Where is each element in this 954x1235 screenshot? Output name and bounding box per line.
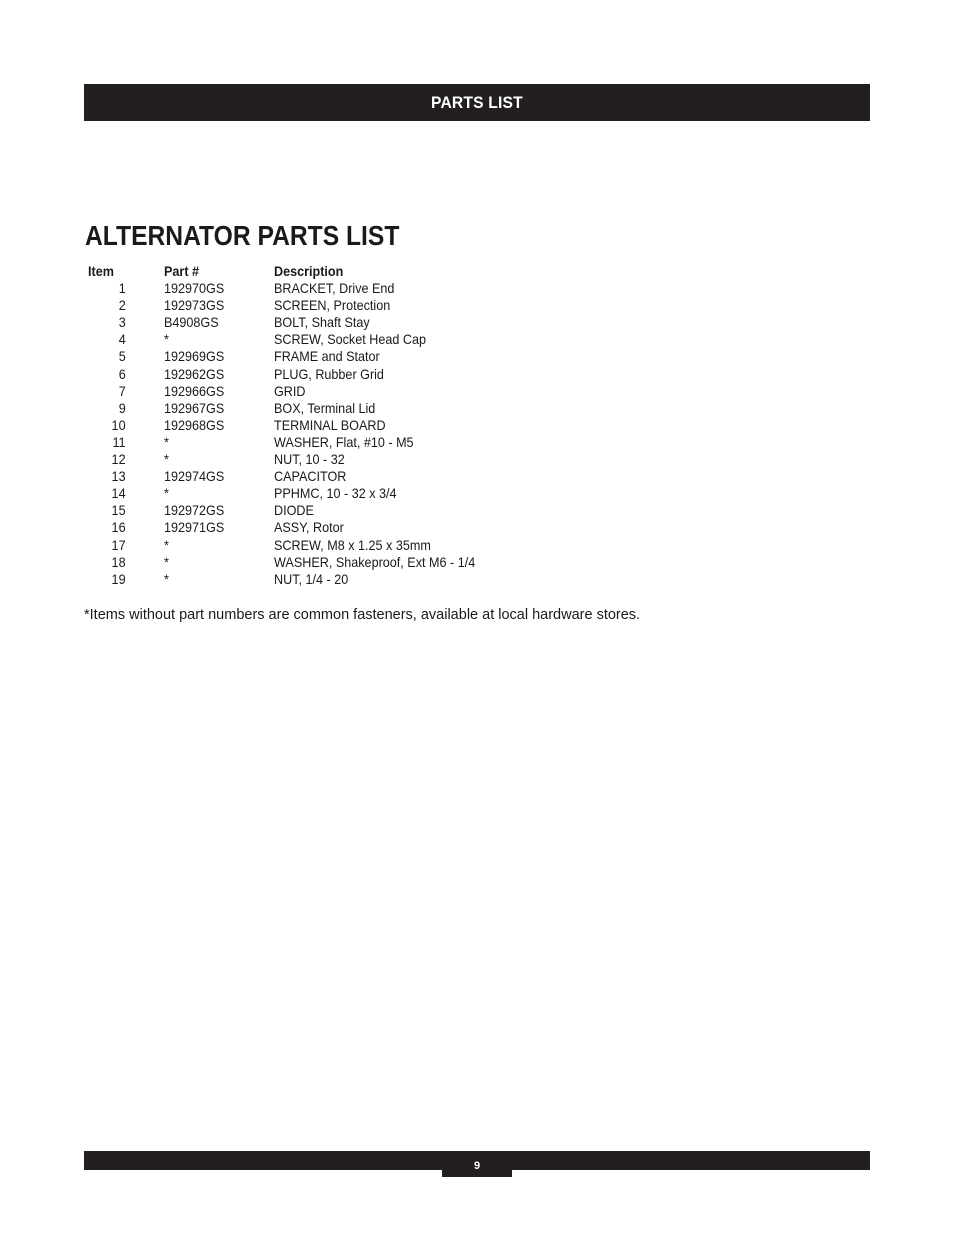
column-header-item: Item: [88, 263, 114, 279]
table-row: [88, 554, 498, 571]
item-number: 15: [111, 502, 126, 519]
part-number: 192968GS: [164, 416, 225, 433]
part-description: SCREW, M8 x 1.25 x 35mm: [274, 536, 431, 553]
part-description: BRACKET, Drive End: [274, 280, 395, 297]
item-number: 13: [111, 468, 126, 485]
item-number: 10: [111, 416, 126, 433]
part-number: *: [164, 451, 169, 468]
part-number: *: [164, 536, 169, 553]
parts-table-body: [88, 280, 498, 588]
table-row: [88, 331, 498, 348]
item-number: 16: [111, 519, 126, 536]
table-row: [88, 314, 498, 331]
item-number: 18: [111, 553, 126, 570]
part-number: *: [164, 485, 169, 502]
table-row: [88, 297, 498, 314]
part-description: WASHER, Shakeproof, Ext M6 - 1/4: [274, 553, 476, 570]
page-number: 9: [473, 1159, 481, 1172]
table-header-row: [88, 263, 498, 280]
part-number: 192971GS: [164, 519, 225, 536]
part-number: 192966GS: [164, 382, 225, 399]
section-header-bar: [84, 84, 870, 121]
table-row: [88, 280, 498, 297]
part-number: B4908GS: [164, 314, 219, 331]
table-row: [88, 383, 498, 400]
table-row: [88, 485, 498, 502]
part-description: NUT, 10 - 32: [274, 451, 345, 468]
part-number: *: [164, 553, 169, 570]
part-description: DIODE: [274, 502, 314, 519]
table-row: [88, 537, 498, 554]
item-number: 3: [118, 314, 126, 331]
part-description: CAPACITOR: [274, 468, 347, 485]
table-row: [88, 400, 498, 417]
part-number: 192969GS: [164, 348, 225, 365]
page-title: ALTERNATOR PARTS LIST: [85, 220, 400, 251]
part-description: PLUG, Rubber Grid: [274, 365, 384, 382]
part-number: *: [164, 570, 169, 587]
part-number: 192972GS: [164, 502, 225, 519]
part-number: 192974GS: [164, 468, 225, 485]
page-number-tab: [442, 1151, 512, 1177]
item-number: 7: [118, 382, 126, 399]
column-header-description: Description: [274, 263, 344, 279]
part-description: BOLT, Shaft Stay: [274, 314, 370, 331]
part-number: *: [164, 433, 169, 450]
item-number: 9: [118, 399, 126, 416]
table-row: [88, 348, 498, 365]
table-row: [88, 571, 498, 588]
part-description: SCREW, Socket Head Cap: [274, 331, 426, 348]
parts-table: [88, 263, 498, 588]
part-description: PPHMC, 10 - 32 x 3/4: [274, 485, 397, 502]
part-description: TERMINAL BOARD: [274, 416, 386, 433]
section-title: PARTS LIST: [431, 92, 523, 112]
part-number: 192970GS: [164, 280, 225, 297]
part-description: NUT, 1/4 - 20: [274, 570, 349, 587]
part-description: FRAME and Stator: [274, 348, 380, 365]
item-number: 14: [111, 485, 126, 502]
item-number: 1: [118, 280, 126, 297]
part-description: WASHER, Flat, #10 - M5: [274, 433, 414, 450]
item-number: 12: [111, 451, 126, 468]
part-number: 192967GS: [164, 399, 225, 416]
item-number: 19: [111, 570, 126, 587]
table-row: [88, 417, 498, 434]
part-number: *: [164, 331, 169, 348]
part-description: SCREEN, Protection: [274, 297, 391, 314]
footnote: *Items without part numbers are common fasteners, available at local hardware stores.: [84, 607, 641, 623]
item-number: 4: [118, 331, 126, 348]
table-row: [88, 434, 498, 451]
part-number: 192962GS: [164, 365, 225, 382]
item-number: 11: [112, 433, 126, 450]
table-row: [88, 502, 498, 519]
part-description: GRID: [274, 382, 306, 399]
item-number: 5: [118, 348, 126, 365]
part-description: BOX, Terminal Lid: [274, 399, 376, 416]
item-number: 2: [118, 297, 126, 314]
item-number: 6: [118, 365, 126, 382]
column-header-part: Part #: [164, 263, 200, 279]
table-row: [88, 468, 498, 485]
part-description: ASSY, Rotor: [274, 519, 344, 536]
table-row: [88, 451, 498, 468]
part-number: 192973GS: [164, 297, 225, 314]
table-row: [88, 366, 498, 383]
table-row: [88, 519, 498, 536]
item-number: 17: [111, 536, 126, 553]
